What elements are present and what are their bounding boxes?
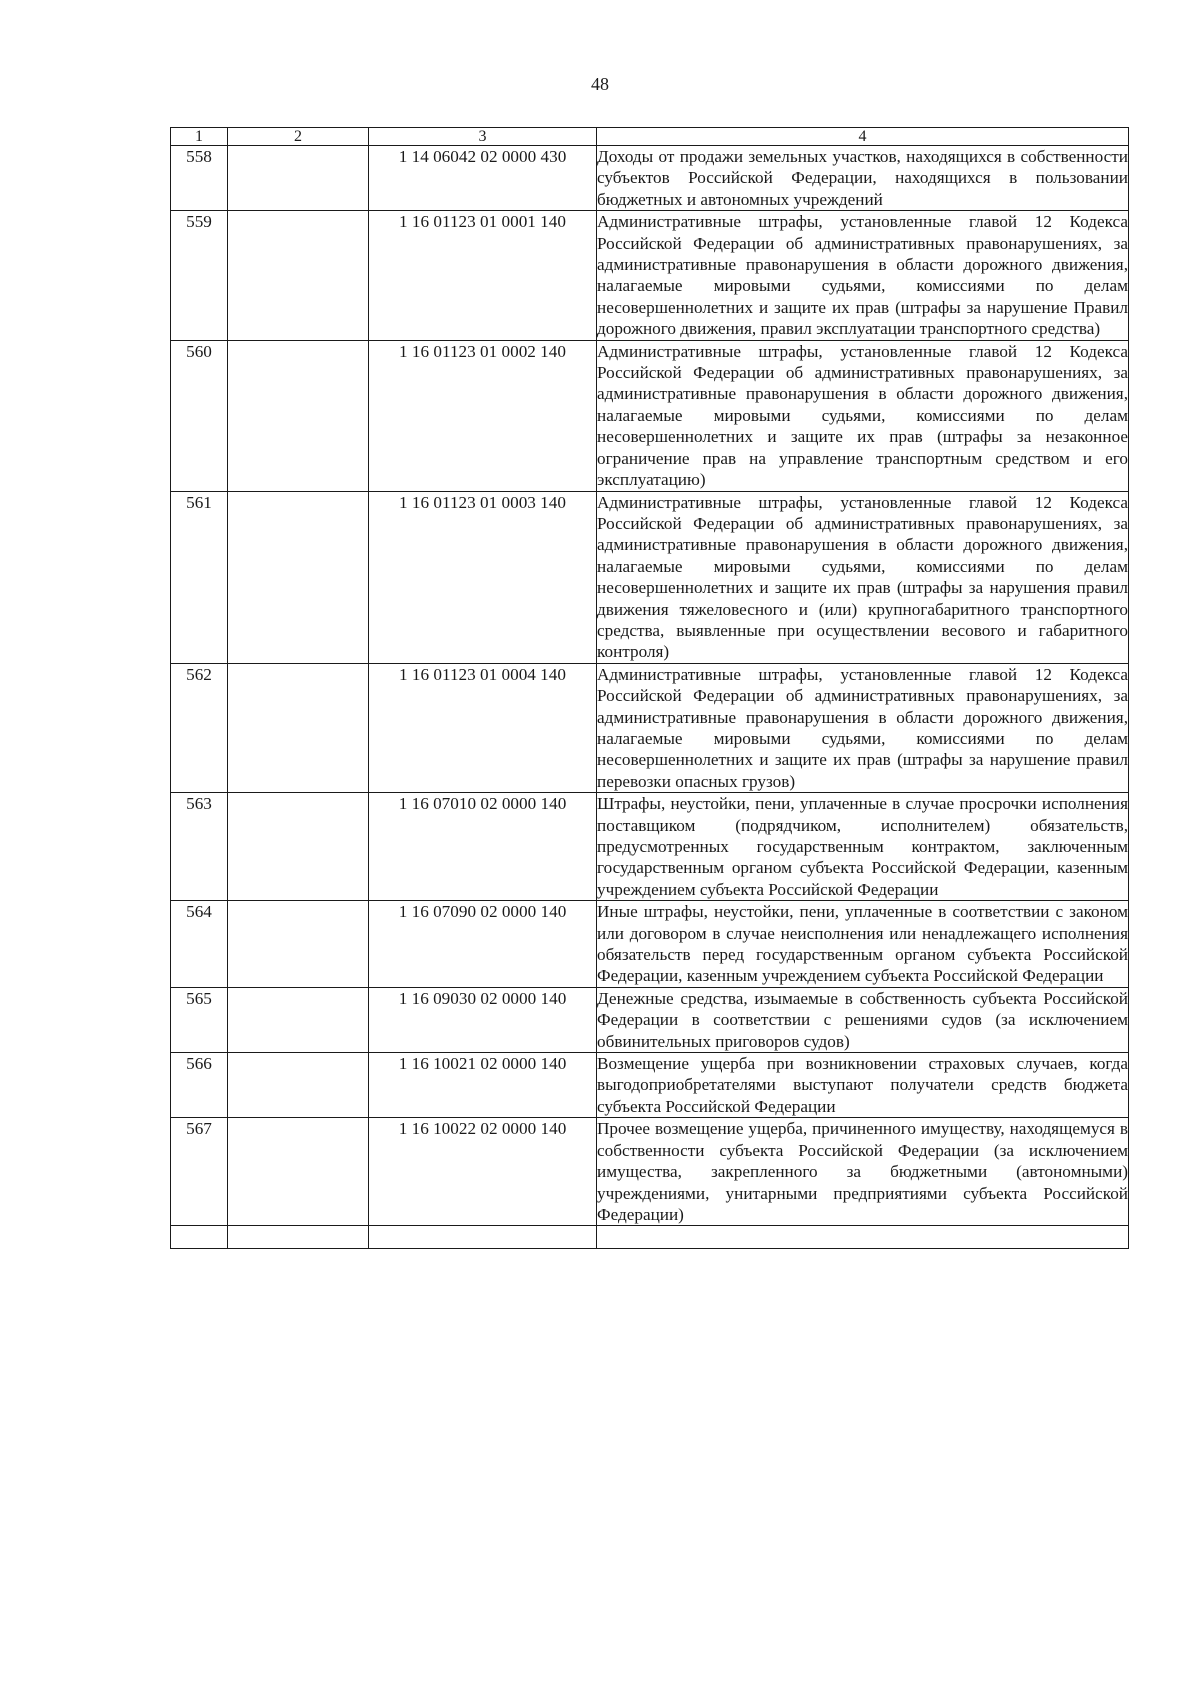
row-number: 561 <box>171 491 228 663</box>
table-row <box>171 340 1129 491</box>
row-description: Административные штрафы, установленные главой 12 Кодекса Российской Федерации об административных правонарушениях, за административные правонарушения в области дорожного движения, налагаемые мировыми судьями, комиссиями по делам несовершеннолетних и защите их прав (штрафы за нарушения правил движения тяжеловесного и (или) крупногабаритного транспортного средства, выявленные при осуществлении весового и габаритного контроля) <box>597 492 1128 662</box>
row-code: 1 16 01123 01 0002 140 <box>369 340 597 491</box>
row-description: Возмещение ущерба при возникновении страховых случаев, когда выгодоприобретателями выступают получатели средств бюджета субъекта Российской Федерации <box>597 1054 1128 1116</box>
row-code: 1 16 01123 01 0003 140 <box>369 491 597 663</box>
row-number: 562 <box>171 663 228 792</box>
header-col-1: 1 <box>171 128 228 146</box>
row-col2 <box>228 793 369 901</box>
row-col2 <box>228 340 369 491</box>
row-description: Административные штрафы, установленные главой 12 Кодекса Российской Федерации об административных правонарушениях, за административные правонарушения в области дорожного движения, налагаемые мировыми судьями, комиссиями по делам несовершеннолетних и защите их прав (штрафы за нарушение Правил дорожного движения, правил эксплуатации транспортного средства) <box>597 212 1128 339</box>
revenue-codes-table <box>170 127 1129 1249</box>
table-row <box>171 491 1129 663</box>
row-code: 1 16 01123 01 0004 140 <box>369 663 597 792</box>
row-number: 567 <box>171 1118 228 1226</box>
row-number: 558 <box>171 146 228 211</box>
row-code: 1 16 01123 01 0001 140 <box>369 211 597 340</box>
empty-cell <box>597 1226 1129 1249</box>
row-number: 563 <box>171 793 228 901</box>
row-description: Доходы от продажи земельных участков, находящихся в собственности субъектов Российской Федерации, находящихся в пользовании бюджетных и автономных учреждений <box>597 147 1128 209</box>
table-row <box>171 1053 1129 1118</box>
table-row <box>171 211 1129 340</box>
row-col2 <box>228 1118 369 1226</box>
table-row <box>171 663 1129 792</box>
header-col-3: 3 <box>369 128 597 146</box>
row-col2 <box>228 901 369 988</box>
row-description: Административные штрафы, установленные главой 12 Кодекса Российской Федерации об административных правонарушениях, за административные правонарушения в области дорожного движения, налагаемые мировыми судьями, комиссиями по делам несовершеннолетних и защите их прав (штрафы за нарушение правил перевозки опасных грузов) <box>597 664 1128 791</box>
row-code: 1 16 07010 02 0000 140 <box>369 793 597 901</box>
table-row <box>171 901 1129 988</box>
row-number: 559 <box>171 211 228 340</box>
table-row <box>171 793 1129 901</box>
empty-cell <box>228 1226 369 1249</box>
row-number: 566 <box>171 1053 228 1118</box>
row-col2 <box>228 1053 369 1118</box>
row-number: 564 <box>171 901 228 988</box>
row-code: 1 16 07090 02 0000 140 <box>369 901 597 988</box>
row-description: Административные штрафы, установленные главой 12 Кодекса Российской Федерации об административных правонарушениях, за административные правонарушения в области дорожного движения, налагаемые мировыми судьями, комиссиями по делам несовершеннолетних и защите их прав (штрафы за незаконное ограничение прав на управление транспортным средством и его эксплуатацию) <box>597 341 1128 490</box>
row-description: Иные штрафы, неустойки, пени, уплаченные в соответствии с законом или договором в случае неисполнения или ненадлежащего исполнения обязательств перед государственным органом субъекта Российской Федерации, казенным учреждением субъекта Российской Федерации <box>597 902 1128 986</box>
row-col2 <box>228 211 369 340</box>
row-number: 565 <box>171 987 228 1052</box>
row-col2 <box>228 146 369 211</box>
row-description: Прочее возмещение ущерба, причиненного имуществу, находящемуся в собственности субъекта Российской Федерации (за исключением имущества, закрепленного за бюджетными (автономными) учреждениями, унитарными предприятиями субъекта Российской Федерации) <box>597 1119 1128 1224</box>
row-code: 1 16 09030 02 0000 140 <box>369 987 597 1052</box>
empty-cell <box>171 1226 228 1249</box>
table-row <box>171 146 1129 211</box>
table-row <box>171 1118 1129 1226</box>
row-description: Денежные средства, изымаемые в собственность субъекта Российской Федерации в соответствии с решениями судов (за исключением обвинительных приговоров судов) <box>597 988 1128 1051</box>
header-col-2: 2 <box>228 128 369 146</box>
row-description: Штрафы, неустойки, пени, уплаченные в случае просрочки исполнения поставщиком (подрядчиком, исполнителем) обязательств, предусмотренных государственным контрактом, заключенным государственным органом субъекта Российской Федерации, казенным учреждением субъекта Российской Федерации <box>597 794 1128 899</box>
table-row <box>171 987 1129 1052</box>
row-code: 1 16 10022 02 0000 140 <box>369 1118 597 1226</box>
row-col2 <box>228 491 369 663</box>
empty-cell <box>369 1226 597 1249</box>
page-number: 48 <box>591 74 609 94</box>
row-code: 1 16 10021 02 0000 140 <box>369 1053 597 1118</box>
header-row <box>171 128 1129 146</box>
header-col-4: 4 <box>597 128 1129 146</box>
row-code: 1 14 06042 02 0000 430 <box>369 146 597 211</box>
row-number: 560 <box>171 340 228 491</box>
table-row-empty <box>171 1226 1129 1249</box>
row-col2 <box>228 663 369 792</box>
row-col2 <box>228 987 369 1052</box>
